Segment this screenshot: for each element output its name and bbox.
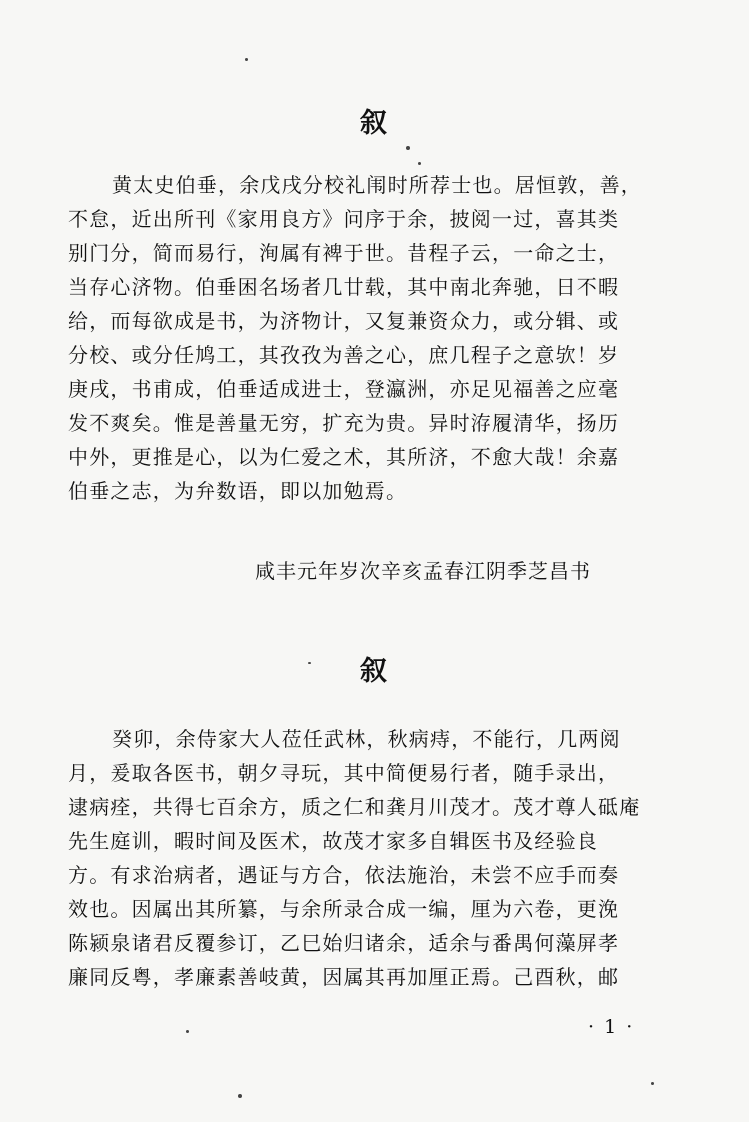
scan-speck [238, 1094, 242, 1098]
scan-speck [651, 1082, 654, 1085]
preface-1-line: 黄太史伯垂，余戊戌分校礼闱时所荐士也。居恒敦，善， [112, 173, 642, 197]
scan-speck [418, 162, 421, 165]
page-number: · 1 · [588, 1016, 635, 1038]
preface-1-line: 伯垂之志，为弁数语，即以加勉焉。 [68, 479, 408, 503]
scan-speck [308, 662, 311, 664]
preface-1-body [68, 168, 680, 508]
preface-2-line: 方。有求治病者，遇证与方合，依法施治，未尝不应手而奏 [68, 863, 620, 887]
preface-1-line: 庚戌，书甫成，伯垂适成进士，登瀛洲，亦足见福善之应毫 [68, 377, 620, 401]
scan-speck [186, 1030, 189, 1033]
preface-1-line: 不怠，近出所刊《家用良方》问序于余，披阅一过，喜其类 [68, 207, 620, 231]
preface-2-line: 先生庭训，暇时间及医术，故茂才家多自辑医书及经验良 [68, 829, 598, 853]
preface-1-line: 当存心济物。伯垂困名场者几廿载，其中南北奔驰，日不暇 [68, 275, 620, 299]
preface-1-signature: 咸丰元年岁次辛亥孟春江阴季芝昌书 [255, 559, 591, 583]
preface-1-line: 别门分，简而易行，洵属有裨于世。昔程子云，一命之士， [68, 241, 620, 265]
preface-2-line: 月，爰取各医书，朝夕寻玩，其中简便易行者，随手录出， [68, 761, 620, 785]
preface-2-line: 逮病痊，共得七百余方，质之仁和龚月川茂才。茂才尊人砥庵 [68, 795, 641, 819]
preface-1-line: 分校、或分任鸠工，其孜孜为善之心，庶几程子之意欤！岁 [68, 343, 620, 367]
preface-2-line: 廉同反粤，孝廉素善岐黄，因属其再加厘正焉。己酉秋，邮 [68, 965, 620, 989]
preface-1-line: 给，而每欲成是书，为济物计，又复兼资众力，或分辑、或 [68, 309, 620, 333]
scan-speck [245, 58, 248, 61]
preface-1-line: 发不爽矣。惟是善量无穷，扩充为贵。异时洊履清华，扬历 [68, 411, 620, 435]
preface-2-line: 陈颍泉诸君反覆参订，乙巳始归诸余，适余与番禺何藻屏孝 [68, 931, 620, 955]
preface-1-title: 叙 [360, 108, 389, 139]
preface-2-body [68, 722, 680, 994]
preface-2-line: 效也。因属出其所纂，与余所录合成一编，厘为六卷，更浼 [68, 897, 620, 921]
preface-2-title: 叙 [360, 656, 389, 687]
preface-1-line: 中外，更推是心，以为仁爱之术，其所济，不愈大哉！余嘉 [68, 445, 620, 469]
scan-speck [406, 146, 410, 150]
preface-2-line: 癸卯，余侍家大人莅任武林，秋病痔，不能行，几两阅 [112, 727, 621, 751]
